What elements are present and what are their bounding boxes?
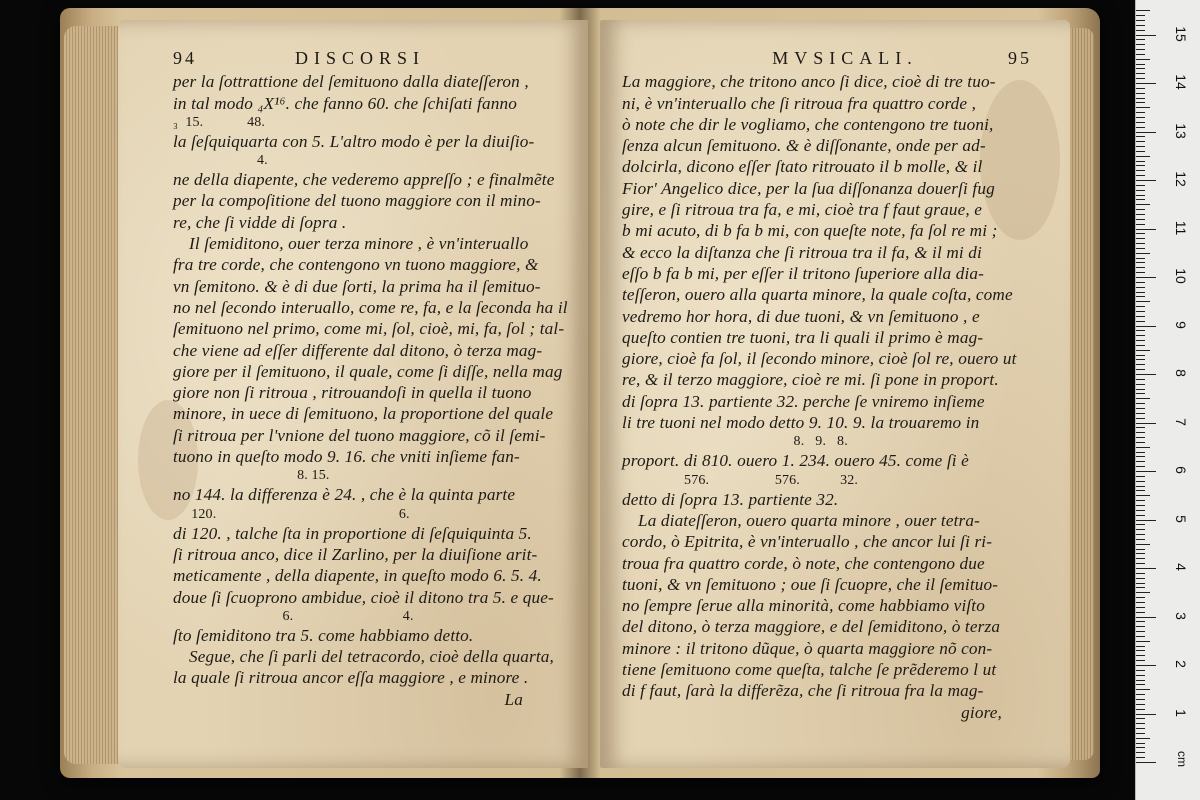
ruler-tick (1136, 621, 1145, 622)
ruler-tick (1136, 306, 1145, 307)
ruler-tick (1136, 592, 1150, 593)
ruler-tick (1136, 112, 1145, 113)
ruler-tick (1136, 340, 1145, 341)
ruler-tick (1136, 78, 1145, 79)
ruler-tick (1136, 127, 1145, 128)
text-line: di ſopra 13. partiente 32. perche ſe vniremo inſieme (622, 391, 985, 411)
ruler-tick (1136, 151, 1145, 152)
ruler-tick (1136, 359, 1145, 360)
ruler-tick (1136, 83, 1156, 84)
text-line: tiene ſemituono come queſta, talche ſe prẽderemo l ut (622, 660, 997, 680)
ruler-tick (1136, 456, 1145, 457)
text-line: ſi ritroua anco, dice il Zarlino, per la diuiſione arit- (173, 544, 538, 564)
text-line: vedremo hor hora, di due tuoni, & vn ſemituono , e (622, 306, 980, 326)
ruler-tick (1136, 646, 1145, 647)
ruler-tick (1136, 326, 1156, 327)
text-line: doue ſi ſcuoprono ambidue, cioè il ditono tra 5. e que- (173, 587, 554, 607)
text-line: gire, e ſi ritroua tra fa, e mi, cioè tra f faut graue, e (622, 200, 983, 220)
ruler-tick (1136, 88, 1145, 89)
text-line: ne della diapente, che vederemo appreſſo ; e finalmẽte (173, 170, 555, 190)
ruler-tick (1136, 253, 1150, 254)
ruler-tick (1136, 384, 1145, 385)
ruler-label: 15 (1173, 25, 1189, 42)
ruler-tick (1136, 49, 1145, 50)
text-line: ſto ſemiditono tra 5. come habbiamo detto. (173, 625, 474, 645)
ruler-tick (1136, 549, 1145, 550)
ruler-tick (1136, 544, 1150, 545)
page-edges-left (64, 26, 120, 764)
ruler-label: 14 (1173, 74, 1189, 90)
ruler-tick (1136, 301, 1150, 302)
numeric-line: 6. 4. (173, 608, 414, 624)
ruler-tick (1136, 573, 1145, 574)
left-running-head (173, 48, 553, 69)
ruler-tick (1136, 132, 1156, 133)
ruler-tick (1136, 146, 1145, 147)
ruler-label: 13 (1173, 122, 1189, 139)
numeric-line: 576. 576. 32. (622, 472, 859, 488)
right-page-number: 95 (1007, 48, 1032, 68)
ruler-tick (1136, 694, 1145, 695)
ruler-tick (1136, 553, 1145, 554)
text-line: in tal modo ₄X¹⁶. che fanno 60. che ſchiſati fanno (173, 93, 517, 113)
ruler-tick (1136, 369, 1145, 370)
ruler-tick (1136, 437, 1145, 438)
open-book (60, 8, 1100, 778)
ruler-tick (1136, 185, 1145, 186)
ruler-tick (1136, 156, 1150, 157)
ruler-tick (1136, 30, 1145, 31)
ruler-tick (1136, 122, 1145, 123)
text-line: che viene ad eſſer differente dal ditono, ò terza mag- (173, 340, 543, 360)
ruler-label: 1 (1173, 708, 1189, 717)
numeric-line: 8. 9. 8. (622, 434, 848, 450)
ruler-tick (1136, 272, 1145, 273)
ruler-tick (1136, 534, 1145, 535)
ruler-tick (1136, 757, 1145, 758)
ruler-tick (1136, 505, 1145, 506)
text-line: no 144. la differenza è 24. , che è la quinta parte (173, 485, 516, 505)
right-running-title: MVSICALI. (772, 48, 918, 68)
text-line: detto di ſopra 13. partiente 32. (622, 489, 839, 509)
text-line: no nel ſecondo interuallo, come re, fa, e la ſeconda ha il (173, 297, 568, 317)
numeric-line: 120. 6. (173, 506, 410, 522)
ruler-tick (1136, 209, 1145, 210)
ruler-tick (1136, 738, 1150, 739)
ruler-label: 12 (1173, 171, 1189, 187)
ruler-tick (1136, 490, 1145, 491)
ruler-tick (1136, 374, 1156, 375)
text-line: La diateſſeron, ouero quarta minore , ouer tetra- (638, 510, 981, 530)
ruler-tick (1136, 733, 1145, 734)
ruler-tick (1136, 233, 1145, 234)
ruler-tick (1136, 602, 1145, 603)
text-line: per la compoſitione del tuono maggiore con il mino- (173, 191, 541, 211)
ruler-tick (1136, 723, 1145, 724)
ruler-tick (1136, 413, 1145, 414)
ruler-tick (1136, 10, 1150, 11)
text-line: per la ſottrattione del ſemituono dalla diateſſeron , (173, 72, 529, 92)
ruler-tick (1136, 190, 1145, 191)
text-line: minore, in uece di ſemituono, la proportione del quale (173, 404, 554, 424)
left-lines (173, 71, 568, 688)
ruler-tick (1136, 626, 1145, 627)
ruler-tick (1136, 466, 1145, 467)
ruler-label: 10 (1173, 268, 1189, 284)
ruler-tick (1136, 287, 1145, 288)
ruler-tick (1136, 728, 1145, 729)
ruler-tick (1136, 665, 1156, 666)
text-line: la quale ſi ritroua ancor eſſa maggiore , e minore . (173, 668, 529, 688)
text-line: cordo, ò Epitrita, è vn'interuallo , che ancor lui ſi ri- (622, 532, 993, 552)
ruler-tick (1136, 403, 1145, 404)
ruler-tick (1136, 25, 1145, 26)
ruler-tick (1136, 520, 1156, 521)
text-line: dolcirla, dicono eſſer ſtato ritrouato il b molle, & il (622, 157, 983, 177)
text-line: tuoni, & vn ſemituono ; oue ſi ſcuopre, che il ſemituo- (622, 574, 999, 594)
ruler-tick (1136, 670, 1145, 671)
ruler-tick (1136, 15, 1145, 16)
ruler-tick (1136, 583, 1145, 584)
text-line: li tre tuoni nel modo detto 9. 10. 9. la trouaremo in (622, 413, 980, 433)
text-line: teſſeron, ouero alla quarta minore, la quale coſta, come (622, 285, 1013, 305)
ruler-tick (1136, 607, 1145, 608)
ruler-tick (1136, 568, 1156, 569)
ruler-tick (1136, 316, 1145, 317)
text-line: giore per il ſemituono, il quale, come ſi diſſe, nella mag (173, 361, 563, 381)
ruler-tick (1136, 495, 1150, 496)
text-line: ò note che dir le vogliamo, che contengono tre tuoni, (622, 114, 994, 134)
ruler-tick (1136, 355, 1145, 356)
text-line: giore non ſi ritroua , ritrouandoſi in quella il tuono (173, 383, 532, 403)
ruler-tick (1136, 214, 1145, 215)
text-line: no ſempre ſerue alla minorità, come habbiamo viſto (622, 596, 985, 616)
ruler-tick (1136, 539, 1145, 540)
text-line: giore, (961, 702, 1002, 722)
ruler-tick (1136, 442, 1145, 443)
ruler-tick (1136, 258, 1145, 259)
text-line: meticamente , della diapente, in queſto modo 6. 5. 4. (173, 566, 542, 586)
text-line: la ſeſquiquarta con 5. L'altro modo è per la diuiſio- (173, 131, 535, 151)
ruler-tick (1136, 379, 1145, 380)
text-line: Fior' Angelico dice, per la ſua diſſonanza douerſi fug (622, 178, 995, 198)
ruler-tick (1136, 161, 1145, 162)
ruler-tick (1136, 418, 1145, 419)
ruler-tick (1136, 563, 1145, 564)
ruler-tick (1136, 44, 1145, 45)
ruler-tick (1136, 389, 1145, 390)
ruler-tick (1136, 641, 1150, 642)
ruler-tick (1136, 102, 1145, 103)
ruler-label: 11 (1173, 220, 1189, 235)
text-line: ſemituono nel primo, come mi, ſol, cioè, mi, fa, ſol ; tal- (173, 319, 565, 339)
ruler-tick (1136, 267, 1145, 268)
ruler-tick (1136, 423, 1156, 424)
ruler-tick (1136, 243, 1145, 244)
ruler-tick (1136, 743, 1145, 744)
ruler-tick (1136, 427, 1145, 428)
ruler-tick (1136, 476, 1145, 477)
ruler-tick (1136, 64, 1145, 65)
text-line: re, che ſi vidde di ſopra . (173, 212, 347, 232)
ruler-label: 4 (1173, 563, 1189, 571)
ruler-tick (1136, 39, 1145, 40)
numeric-line: 8. 15. (173, 468, 330, 484)
ruler-tick (1136, 699, 1145, 700)
ruler-tick (1136, 350, 1150, 351)
text-line: giore, cioè fa ſol, il ſecondo minore, cioè ſol re, ouero ut (622, 349, 1017, 369)
left-page-text (173, 48, 568, 710)
text-line: queſto contien tre tuoni, tra li quali il primo è mag- (622, 327, 984, 347)
text-line: vn ſemitono. & è di due ſorti, la prima ha il ſemituo- (173, 276, 541, 296)
ruler-tick (1136, 107, 1150, 108)
ruler-tick (1136, 510, 1145, 511)
ruler-tick (1136, 461, 1145, 462)
ruler-tick (1136, 98, 1145, 99)
ruler-tick (1136, 248, 1145, 249)
text-line: Il ſemiditono, ouer terza minore , è vn'interuallo (189, 234, 529, 254)
ruler-tick (1136, 752, 1145, 753)
right-running-head (622, 48, 1032, 69)
ruler-tick (1136, 292, 1145, 293)
ruler-tick (1136, 747, 1145, 748)
ruler-tick (1136, 578, 1145, 579)
ruler-tick (1136, 59, 1150, 60)
ruler-label: 3 (1173, 611, 1189, 620)
ruler-tick (1136, 558, 1145, 559)
ruler-tick (1136, 393, 1145, 394)
ruler-tick (1136, 500, 1145, 501)
text-line: minore : il tritono dũque, ò quarta maggiore nõ con- (622, 638, 993, 658)
ruler-label: 8 (1173, 369, 1189, 377)
ruler-unit-label: cm (1175, 751, 1189, 767)
ruler-tick (1136, 704, 1145, 705)
ruler-tick (1136, 486, 1145, 487)
right-page-text (622, 48, 1032, 723)
ruler-tick (1136, 20, 1145, 21)
ruler-tick (1136, 35, 1156, 36)
ruler-tick (1136, 524, 1145, 525)
text-line: proport. di 810. ouero 1. 234. ouero 45. come ſi è (622, 451, 969, 471)
text-line: b mi acuto, di b fa b mi, con queſte note, fa ſol re mi ; (622, 221, 998, 241)
text-line: ſi ritroua per l'vnione del tuono maggiore, cõ il ſemi- (173, 425, 546, 445)
ruler-tick (1136, 631, 1145, 632)
text-line: Segue, che ſi parli del tetracordo, cioè della quarta, (189, 647, 554, 667)
ruler-tick (1136, 529, 1145, 530)
ruler-tick (1136, 175, 1145, 176)
text-line: tuono in queſto modo 9. 16. che vniti inſieme fan- (173, 447, 520, 467)
ruler-tick (1136, 364, 1145, 365)
ruler-tick (1136, 762, 1156, 763)
text-line: eſſo b fa b mi, per eſſer il tritono ſuperiore alla dia- (622, 263, 984, 283)
ruler-tick (1136, 655, 1145, 656)
ruler-tick (1136, 219, 1145, 220)
ruler-tick (1136, 330, 1145, 331)
ruler-tick (1136, 117, 1145, 118)
ruler-tick (1136, 204, 1150, 205)
ruler-tick (1136, 141, 1145, 142)
ruler-tick (1136, 709, 1145, 710)
ruler-tick (1136, 612, 1145, 613)
ruler-label: 2 (1173, 660, 1189, 668)
ruler-tick (1136, 660, 1145, 661)
ruler-label: 5 (1173, 514, 1189, 523)
ruler-tick (1136, 282, 1145, 283)
text-line: re, & il terzo maggiore, cioè re mi. ſi pone in proport. (622, 370, 999, 390)
ruler-tick (1136, 195, 1145, 196)
ruler-label: 7 (1173, 417, 1189, 426)
text-line: di f faut, ſarà la differẽza, che ſi ritroua fra la mag- (622, 681, 984, 701)
ruler-tick (1136, 636, 1145, 637)
text-line: La maggiore, che tritono anco ſi dice, cioè di tre tuo- (622, 72, 996, 92)
ruler-tick (1136, 54, 1145, 55)
ruler-tick (1136, 617, 1156, 618)
ruler-tick (1136, 321, 1145, 322)
ruler-tick (1136, 311, 1145, 312)
ruler-tick (1136, 432, 1145, 433)
ruler-label: 9 (1173, 320, 1189, 329)
ruler-tick (1136, 199, 1145, 200)
ruler-tick (1136, 73, 1145, 74)
measurement-ruler (1135, 0, 1200, 800)
ruler-tick (1136, 345, 1145, 346)
ruler-tick (1136, 452, 1145, 453)
text-line: fra tre corde, che contengono vn tuono maggiore, & (173, 255, 539, 275)
ruler-tick (1136, 296, 1145, 297)
ruler-tick (1136, 718, 1145, 719)
left-page-number: 94 (173, 48, 197, 68)
right-lines (622, 71, 1032, 723)
ruler-label: 6 (1173, 466, 1189, 474)
ruler-tick (1136, 170, 1145, 171)
text-line: & ecco la diſtanza che ſi ritroua tra il fa, & il mi di (622, 242, 982, 262)
ruler-tick (1136, 68, 1145, 69)
ruler-tick (1136, 481, 1145, 482)
numeric-line: ₃ 15. 48. (173, 114, 266, 130)
ruler-tick (1136, 229, 1156, 230)
ruler-tick (1136, 335, 1145, 336)
left-running-title: DISCORSI (294, 48, 426, 68)
ruler-tick (1136, 398, 1150, 399)
ruler-tick (1136, 471, 1156, 472)
ruler-tick (1136, 597, 1145, 598)
ruler-tick (1136, 650, 1145, 651)
ruler-tick (1136, 224, 1145, 225)
ruler-tick (1136, 408, 1145, 409)
left-catchword: La (504, 689, 523, 709)
right-page (600, 20, 1070, 768)
ruler-tick (1136, 675, 1145, 676)
ruler-tick (1136, 587, 1145, 588)
ruler-tick (1136, 238, 1145, 239)
text-line: ni, è vn'interuallo che ſi ritroua fra quattro corde , (622, 93, 977, 113)
text-line: del ditono, ò terza maggiore, e del ſemiditono, ò terza (622, 617, 1001, 637)
ruler-tick (1136, 689, 1150, 690)
ruler-tick (1136, 262, 1145, 263)
ruler-tick (1136, 447, 1150, 448)
text-line: ſenza alcun ſemituono. & è diſſonante, onde per ad- (622, 136, 986, 156)
text-line: troua fra quattro corde, ò note, che contengono due (622, 553, 985, 573)
ruler-tick (1136, 180, 1156, 181)
ruler-tick (1136, 714, 1156, 715)
ruler-tick (1136, 165, 1145, 166)
numeric-line: 4. (173, 153, 268, 169)
ruler-tick (1136, 93, 1145, 94)
ruler-tick (1136, 136, 1145, 137)
left-page (118, 20, 588, 768)
ruler-tick (1136, 680, 1145, 681)
ruler-tick (1136, 515, 1145, 516)
ruler-tick (1136, 684, 1145, 685)
text-line: di 120. , talche ſta in proportione di ſeſquiquinta 5. (173, 523, 532, 543)
ruler-tick (1136, 277, 1156, 278)
